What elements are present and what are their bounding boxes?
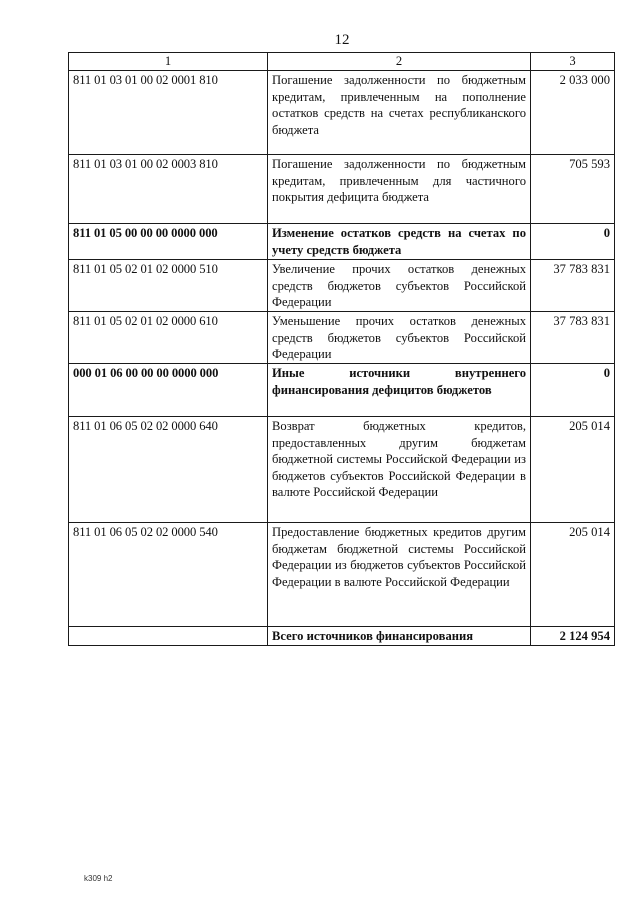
source-name: Изменение остатков средств на счетах по учету средств бюджета — [268, 224, 531, 260]
amount-value: 2 033 000 — [531, 71, 615, 155]
source-name: Предоставление бюджетных кредитов другим бюджетам бюджетной системы Российской Федерации из бюджетов субъектов Российской Федерации в валюте Российской Федерации — [268, 523, 531, 627]
budget-classification-code: 811 01 03 01 00 02 0001 810 — [69, 71, 268, 155]
table-row — [69, 260, 615, 312]
total-code-cell — [69, 627, 268, 646]
total-label: Всего источников финансирования — [268, 627, 531, 646]
column-header-code: 1 — [69, 53, 268, 71]
budget-classification-code: 811 01 05 00 00 00 0000 000 — [69, 224, 268, 260]
budget-classification-code: 811 01 06 05 02 02 0000 540 — [69, 523, 268, 627]
amount-value: 37 783 831 — [531, 260, 615, 312]
budget-classification-code: 811 01 06 05 02 02 0000 640 — [69, 417, 268, 523]
document-footer-code: k309 h2 — [84, 874, 113, 883]
table-row-section — [69, 364, 615, 417]
source-name: Погашение задолженности по бюджетным кредитам, привлеченным для частичного покрытия дефицита бюджета — [268, 155, 531, 224]
amount-value: 205 014 — [531, 523, 615, 627]
total-amount: 2 124 954 — [531, 627, 615, 646]
source-name: Уменьшение прочих остатков денежных средств бюджетов субъектов Российской Федерации — [268, 312, 531, 364]
table-row-section — [69, 224, 615, 260]
amount-value: 205 014 — [531, 417, 615, 523]
source-name: Возврат бюджетных кредитов, предоставленных другим бюджетам бюджетной системы Российской Федерации из бюджетов субъектов Российской Федерации в валюте Российской Федерации — [268, 417, 531, 523]
table-row — [69, 155, 615, 224]
table-row — [69, 312, 615, 364]
budget-classification-code: 811 01 05 02 01 02 0000 610 — [69, 312, 268, 364]
source-name: Иные источники внутреннего финансирования дефицитов бюджетов — [268, 364, 531, 417]
amount-value: 705 593 — [531, 155, 615, 224]
column-header-amount: 3 — [531, 53, 615, 71]
amount-value: 0 — [531, 364, 615, 417]
budget-classification-code: 811 01 03 01 00 02 0003 810 — [69, 155, 268, 224]
page-number: 12 — [334, 32, 350, 48]
table-row — [69, 523, 615, 627]
financing-sources-table — [68, 52, 615, 646]
amount-value: 0 — [531, 224, 615, 260]
source-name: Увеличение прочих остатков денежных средств бюджетов субъектов Российской Федерации — [268, 260, 531, 312]
amount-value: 37 783 831 — [531, 312, 615, 364]
table-row — [69, 71, 615, 155]
budget-classification-code: 000 01 06 00 00 00 0000 000 — [69, 364, 268, 417]
column-number-header-row — [69, 53, 615, 71]
table-row-total — [69, 627, 615, 646]
column-header-name: 2 — [268, 53, 531, 71]
source-name: Погашение задолженности по бюджетным кредитам, привлеченным на пополнение остатков средств на счетах республиканского бюджета — [268, 71, 531, 155]
table-row — [69, 417, 615, 523]
budget-classification-code: 811 01 05 02 01 02 0000 510 — [69, 260, 268, 312]
